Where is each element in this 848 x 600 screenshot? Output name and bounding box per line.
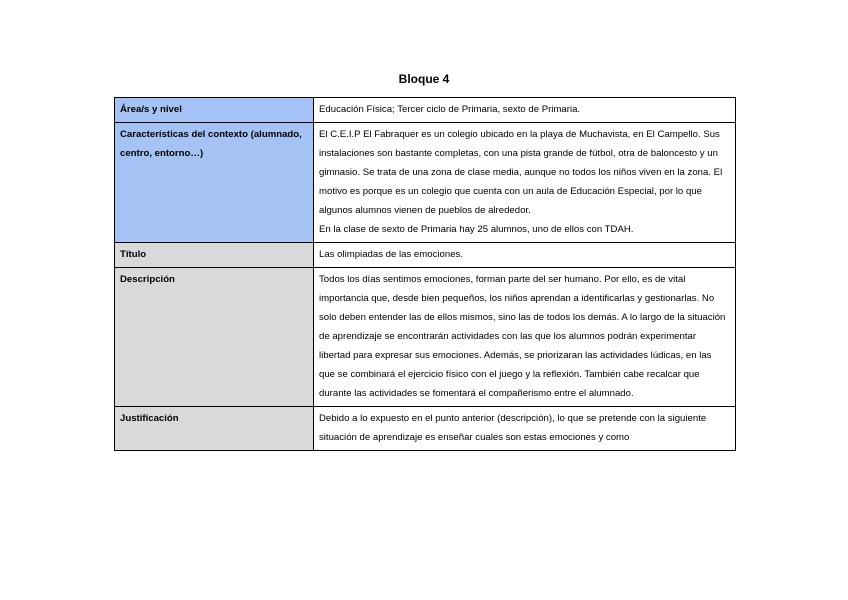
table-row-context	[115, 123, 736, 243]
value-context-paragraph: El C.E.I.P El Fabraquer es un colegio ubicado en la playa de Muchavista, en El Campello. Sus instalaciones son bastante completas, con una pista grande de fútbol, otra de baloncesto y un gimnasio. Se trata de una zona de clase media, aunque no todos los niños viven en la zona. El motivo es porque es un colegio que cuenta con un aula de Educación Especial, por lo que algunos alumnos vienen de pueblos de alrededor.	[319, 129, 723, 216]
value-description	[314, 268, 736, 407]
value-area-text: Educación Física; Tercer ciclo de Primaria, sexto de Primaria.	[319, 104, 581, 115]
label-description: Descripción	[115, 268, 314, 407]
value-justification	[314, 407, 736, 451]
label-area: Área/s y nivel	[115, 98, 314, 123]
label-justification: Justificación	[115, 407, 314, 451]
value-title-text: Las olimpiadas de las emociones.	[319, 249, 463, 260]
value-context-paragraph: En la clase de sexto de Primaria hay 25 alumnos, uno de ellos con TDAH.	[319, 224, 634, 235]
value-title	[314, 243, 736, 268]
value-area	[314, 98, 736, 123]
label-title: Título	[115, 243, 314, 268]
value-description-text: Todos los días sentimos emociones, forman parte del ser humano. Por ello, es de vital importancia que, desde bien pequeños, los niños aprendan a identificarlas y gestionarlas. No solo deben entender las de ellos mismos, sino las de todos los demás. A lo largo de la situación de aprendizaje se encontrarán actividades con las que los alumnos podrán experimentar libertad para expresar sus emociones. Además, se priorizaran las actividades lúdicas, en las que se combinará el ejercicio físico con el juego y la reflexión. También cabe recalcar que durante las actividades se fomentará el compañerismo entre el alumnado.	[319, 274, 726, 399]
page-title: Bloque 4	[398, 72, 450, 86]
planning-table	[114, 97, 736, 451]
label-context: Características del contexto (alumnado, centro, entorno…)	[115, 123, 314, 243]
table-row-area	[115, 98, 736, 123]
table-row-title	[115, 243, 736, 268]
value-context	[314, 123, 736, 243]
table-row-justification	[115, 407, 736, 451]
table-row-description	[115, 268, 736, 407]
value-justification-text: Debido a lo expuesto en el punto anterior (descripción), lo que se pretende con la siguiente situación de aprendizaje es enseñar cuales son estas emociones y como	[319, 413, 707, 443]
